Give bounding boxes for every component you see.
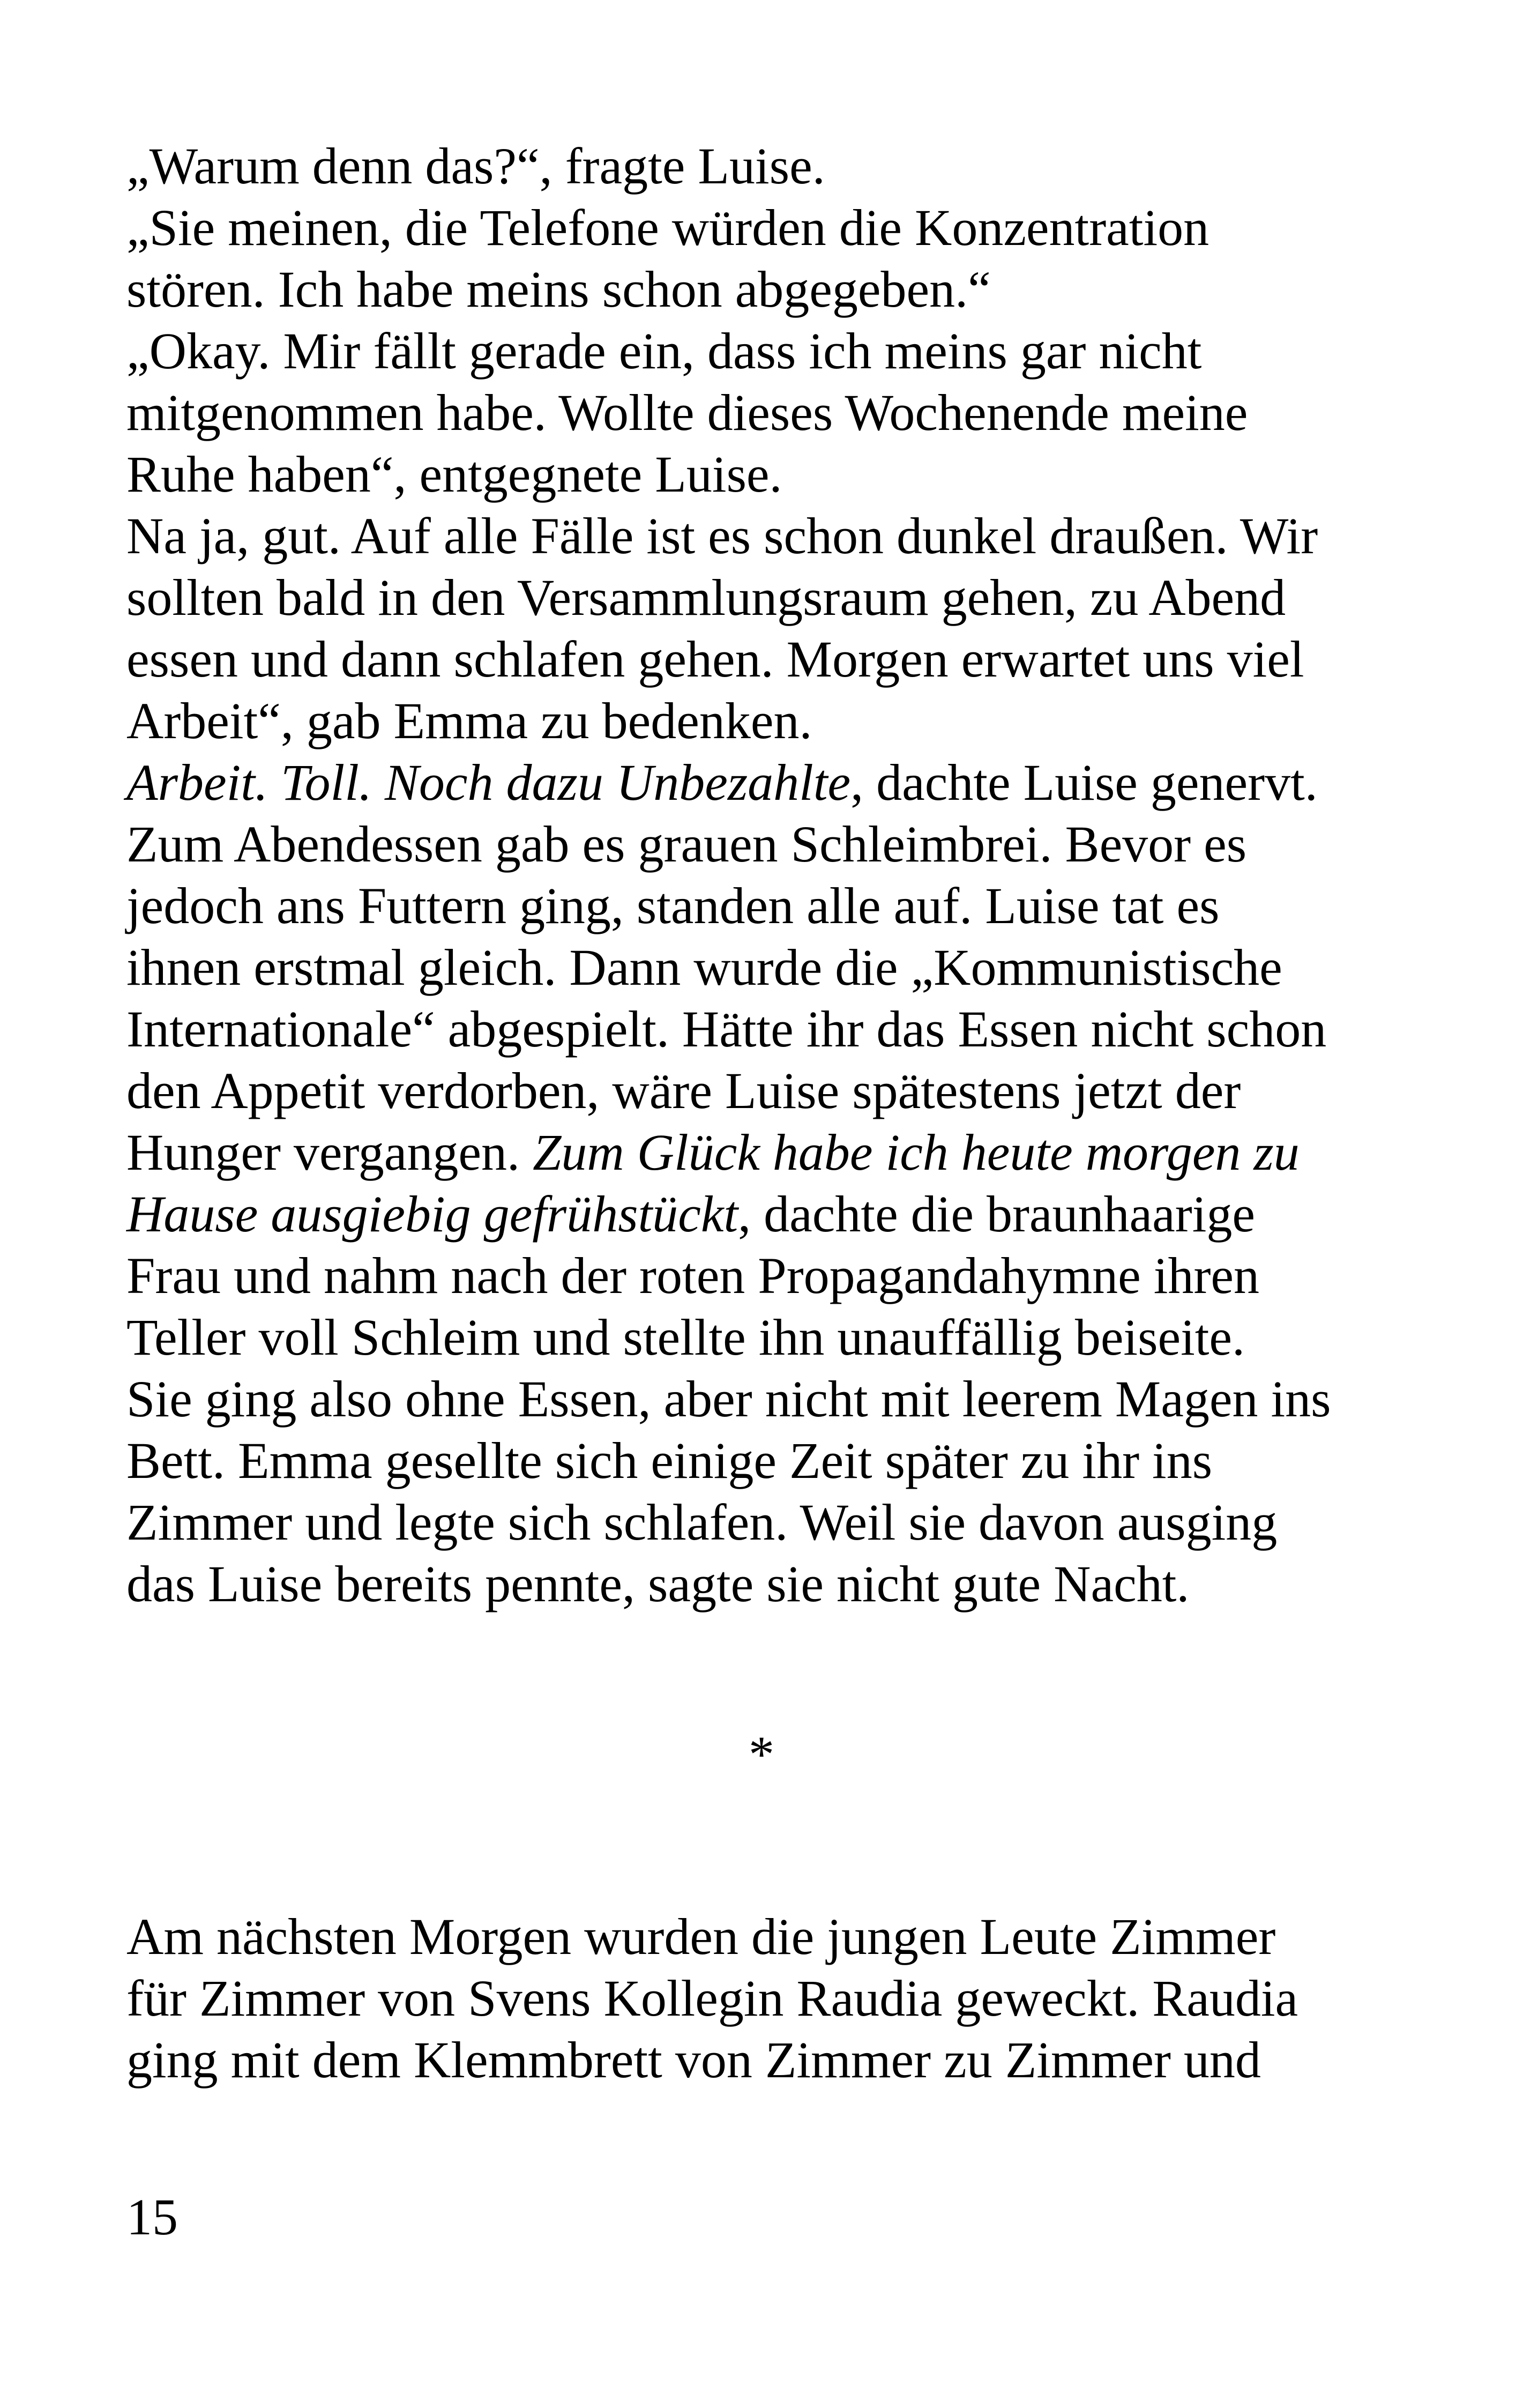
text-line: „Warum denn das?“, fragte Luise. [126,137,825,195]
text-line: stören. Ich habe meins schon abgegeben.“ [126,261,991,318]
text-line: Internationale“ abgespielt. Hätte ihr das Essen nicht schon [126,1000,1327,1058]
text-segment: , dachte die braunhaarige [738,1185,1255,1243]
text-line: das Luise bereits pennte, sagte sie nicht gute Nacht. [126,1555,1190,1612]
text-line: Ruhe haben“, entgegnete Luise. [126,445,782,503]
text-line: jedoch ans Futtern ging, standen alle auf. Luise tat es [126,877,1220,934]
text-line: Sie ging also ohne Essen, aber nicht mit leerem Magen ins [126,1370,1331,1428]
text-line: „Sie meinen, die Telefone würden die Konzentration [126,199,1210,256]
text-line: Bett. Emma gesellte sich einige Zeit später zu ihr ins [126,1432,1213,1489]
italic-thought: Zum Glück habe ich heute morgen zu [532,1124,1300,1181]
text-line: Na ja, gut. Auf alle Fälle ist es schon dunkel draußen. Wir [126,507,1318,564]
text-line: Arbeit“, gab Emma zu bedenken. [126,692,812,749]
text-line: Teller voll Schleim und stellte ihn unauffällig beiseite. [126,1309,1245,1366]
italic-thought: Arbeit. Toll. Noch dazu Unbezahlte [126,754,851,811]
text-line: Frau und nahm nach der roten Propagandahymne ihren [126,1247,1260,1304]
text-line: sollten bald in den Versammlungsraum gehen, zu Abend [126,569,1286,626]
text-line [126,1121,1413,1183]
text-line: essen und dann schlafen gehen. Morgen erwartet uns viel [126,630,1304,688]
text-segment: Hunger vergangen. [126,1124,533,1181]
italic-thought: Hause ausgiebig gefrühstückt [126,1185,738,1243]
text-line: für Zimmer von Svens Kollegin Raudia geweckt. Raudia [126,1969,1298,2027]
text-line: Am nächsten Morgen wurden die jungen Leute Zimmer [126,1908,1276,1965]
text-line: Zimmer und legte sich schlafen. Weil sie davon ausging [126,1493,1278,1551]
section-separator: * [749,1726,774,1783]
text-line [126,752,1413,813]
text-line: mitgenommen habe. Wollte dieses Wochenende meine [126,384,1248,441]
body-text-next-section [126,1906,1413,2091]
text-segment: , dachte Luise genervt. [850,754,1318,811]
page-number: 15 [126,2188,178,2246]
body-text [126,135,1413,1615]
text-line [126,1183,1413,1245]
text-line: ihnen erstmal gleich. Dann wurde die „Kommunistische [126,939,1282,996]
text-line: „Okay. Mir fällt gerade ein, dass ich meins gar nicht [126,322,1202,380]
text-line: ging mit dem Klemmbrett von Zimmer zu Zimmer und [126,2031,1261,2089]
text-line: Zum Abendessen gab es grauen Schleimbrei. Bevor es [126,815,1247,873]
text-line: den Appetit verdorben, wäre Luise spätestens jetzt der [126,1062,1241,1119]
